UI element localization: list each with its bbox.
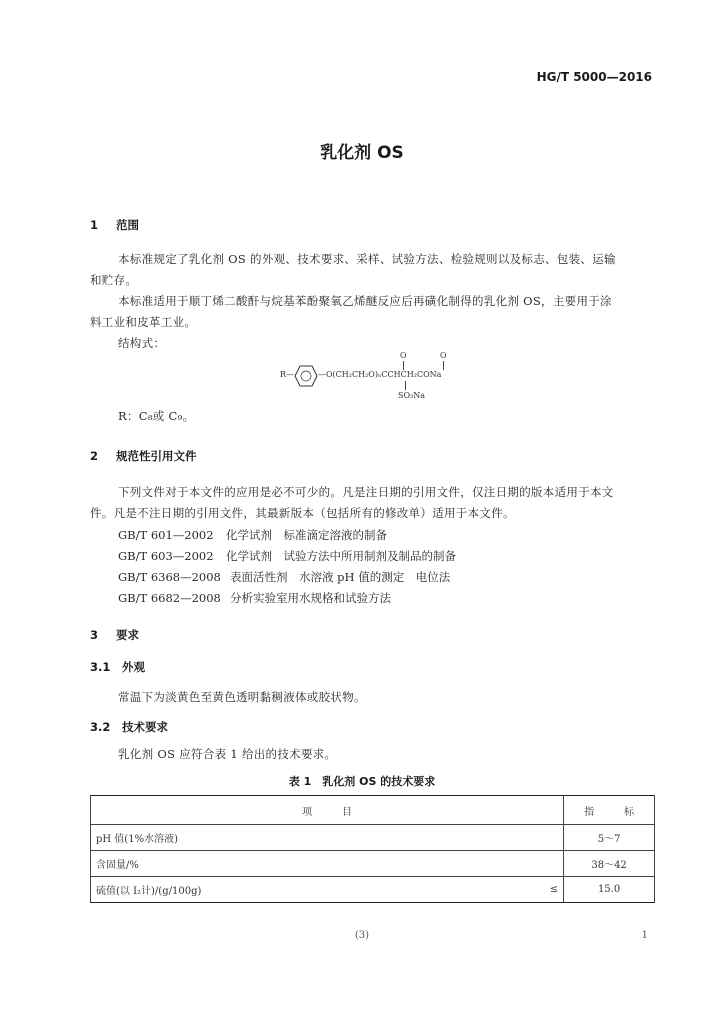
table-row bbox=[91, 877, 655, 903]
table-row bbox=[91, 851, 655, 877]
formula-r-group: R— bbox=[280, 370, 295, 379]
requirements-table bbox=[90, 795, 655, 903]
table-header-item: 项 目 bbox=[91, 796, 564, 825]
section-number: 2 bbox=[90, 449, 99, 463]
reference-item bbox=[118, 548, 456, 564]
reference-code: GB/T 6368—2008 bbox=[118, 570, 221, 584]
table-cell-unit bbox=[523, 851, 564, 877]
formula-so3na: SO₃Na bbox=[398, 391, 426, 400]
table-cell-unit bbox=[523, 825, 564, 851]
page-title: 乳化剂 OS bbox=[320, 143, 404, 163]
section-title: 范围 bbox=[116, 218, 139, 232]
table-header-row bbox=[91, 796, 655, 825]
reference-title: 化学试剂 试验方法中所用制剂及制品的制备 bbox=[226, 549, 456, 563]
benzene-ring-icon bbox=[294, 365, 318, 387]
table-cell-value: 15.0 bbox=[564, 877, 655, 903]
section-3-2-heading bbox=[90, 719, 168, 735]
section-1-heading bbox=[90, 217, 139, 233]
footer-code: (3) bbox=[354, 930, 370, 941]
formula-bond bbox=[403, 361, 404, 370]
table-cell-item: pH 值(1%水溶液) bbox=[91, 825, 524, 851]
reference-title: 表面活性剂 水溶液 pH 值的测定 电位法 bbox=[230, 570, 451, 584]
reference-code: GB/T 603—2002 bbox=[118, 549, 214, 563]
table-cell-item: 含固量/% bbox=[91, 851, 524, 877]
appearance-text: 常温下为淡黄色至黄色透明黏稠液体或胶状物。 bbox=[118, 690, 366, 704]
section-title: 要求 bbox=[116, 628, 139, 642]
standard-code: HG/T 5000—2016 bbox=[536, 70, 652, 84]
section-title: 外观 bbox=[122, 660, 145, 674]
section-number: 3 bbox=[90, 628, 99, 642]
formula-o-top-right: O bbox=[440, 351, 447, 360]
section-number: 3.1 bbox=[90, 660, 111, 674]
section-2-para-line-2: 件。凡是不注日期的引用文件，其最新版本（包括所有的修改单）适用于本文件。 bbox=[90, 506, 515, 520]
table-row bbox=[91, 825, 655, 851]
section-1-para-2-line-2: 料工业和皮革工业。 bbox=[90, 315, 197, 329]
formula-bond bbox=[405, 381, 406, 390]
table-cell-value: 38～42 bbox=[564, 851, 655, 877]
table-caption: 表 1 乳化剂 OS 的技术要求 bbox=[288, 775, 436, 788]
section-title: 技术要求 bbox=[122, 720, 168, 734]
section-2-para-line-1: 下列文件对于本文件的应用是必不可少的。凡是注日期的引用文件，仅注日期的版本适用于本文 bbox=[118, 485, 614, 499]
structural-formula bbox=[280, 350, 480, 402]
section-2-heading bbox=[90, 448, 197, 464]
reference-item bbox=[118, 569, 450, 585]
section-number: 3.2 bbox=[90, 720, 111, 734]
reference-title: 化学试剂 标准滴定溶液的制备 bbox=[226, 528, 387, 542]
structure-label: 结构式： bbox=[118, 336, 166, 350]
reference-item bbox=[118, 590, 391, 606]
reference-code: GB/T 601—2002 bbox=[118, 528, 214, 542]
section-1-para-1-line-2: 和贮存。 bbox=[90, 273, 138, 287]
table-cell-item: 硫值(以 I₂计)/(g/100g) bbox=[91, 877, 524, 903]
reference-item bbox=[118, 527, 387, 543]
table-cell-value: 5～7 bbox=[564, 825, 655, 851]
formula-chain: —O(CH₂CH₂O)ₙCCHCH₂CONa bbox=[318, 370, 442, 379]
table-cell-unit: ≤ bbox=[523, 877, 564, 903]
table-header-index: 指 标 bbox=[564, 796, 655, 825]
page-number: 1 bbox=[641, 930, 648, 941]
technical-req-text: 乳化剂 OS 应符合表 1 给出的技术要求。 bbox=[118, 747, 337, 761]
section-1-para-1-line-1: 本标准规定了乳化剂 OS 的外观、技术要求、采样、试验方法、检验规则以及标志、包装、运输 bbox=[118, 252, 616, 266]
formula-o-top-left: O bbox=[400, 351, 407, 360]
section-title: 规范性引用文件 bbox=[116, 449, 197, 463]
reference-code: GB/T 6682—2008 bbox=[118, 591, 221, 605]
r-group-note: R：C₈或 C₉。 bbox=[118, 409, 195, 423]
formula-bond bbox=[443, 361, 444, 370]
section-3-heading bbox=[90, 627, 139, 643]
section-1-para-2-line-1: 本标准适用于顺丁烯二酸酐与烷基苯酚聚氧乙烯醚反应后再磺化制得的乳化剂 OS，主要用于涂 bbox=[118, 294, 612, 308]
section-number: 1 bbox=[90, 218, 99, 232]
reference-title: 分析实验室用水规格和试验方法 bbox=[230, 591, 391, 605]
section-3-1-heading bbox=[90, 659, 145, 675]
